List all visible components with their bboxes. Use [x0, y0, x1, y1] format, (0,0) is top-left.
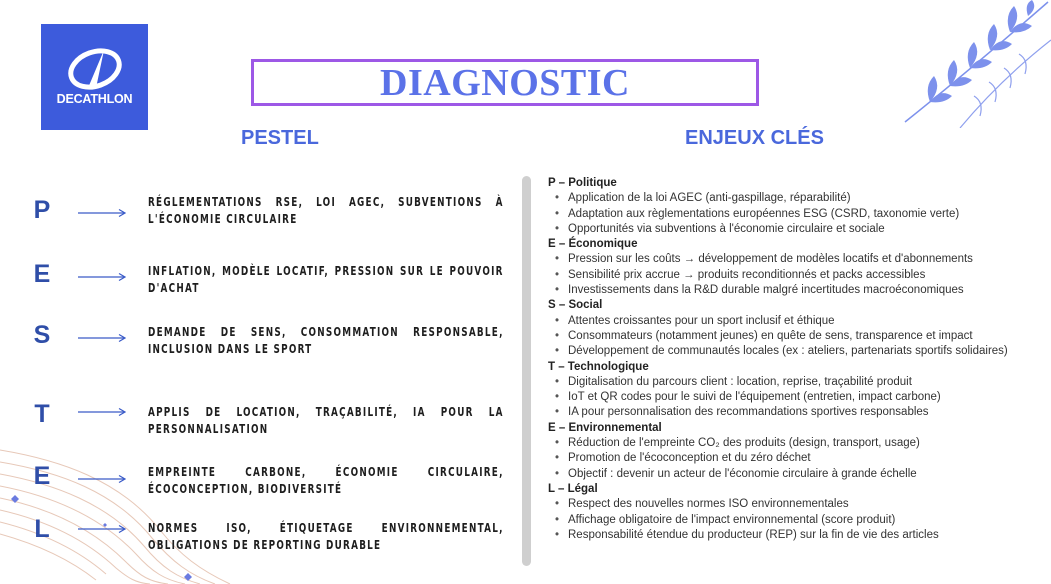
wave-lines-decoration — [0, 420, 260, 584]
list-item: • IoT et QR codes pour le suivi de l'équipement (entretien, impact carbone) — [568, 390, 1032, 405]
decathlon-swoosh-icon — [66, 48, 124, 90]
arrow-right-icon — [78, 474, 126, 484]
list-item: • Objectif : devenir un acteur de l'économie circulaire à grande échelle — [568, 467, 1032, 482]
pestel-text: APPLIS DE LOCATION, TRAÇABILITÉ, IA POUR LA PERSONNALISATION — [148, 404, 504, 436]
list-item: • Opportunités via subventions à l'économie circulaire et sociale — [568, 222, 1032, 237]
list-item: • Application de la loi AGEC (anti-gaspillage, réparabilité) — [568, 191, 1032, 206]
arrow-right-icon — [78, 272, 126, 282]
enjeux-category-title: E – Environnemental — [548, 421, 662, 434]
list-item: • Promotion de l'écoconception et du zéro déchet — [568, 451, 1032, 466]
pestel-letter: S — [33, 321, 51, 349]
list-item: • Digitalisation du parcours client : location, reprise, traçabilité produit — [568, 375, 1032, 390]
pestel-letter: E — [33, 260, 51, 288]
pestel-text: DEMANDE DE SENS, CONSOMMATION RESPONSABLE, INCLUSION DANS LE SPORT — [148, 324, 504, 356]
page-title: DIAGNOSTIC — [380, 61, 630, 104]
decathlon-logo — [41, 24, 148, 130]
list-item: • Développement de communautés locales (ex : ateliers, partenariats sportifs solidaires) — [568, 344, 1032, 359]
arrow-right-icon — [78, 524, 126, 534]
list-item: • Réduction de l'empreinte CO₂ des produits (design, transport, usage) — [568, 436, 1032, 451]
list-item: • Investissements dans la R&D durable malgré incertitudes macroéconomiques — [568, 283, 1032, 298]
pestel-text: INFLATION, MODÈLE LOCATIF, PRESSION SUR LE POUVOIR D'ACHAT — [148, 263, 504, 295]
pestel-text: EMPREINTE CARBONE, ÉCONOMIE CIRCULAIRE, ÉCOCONCEPTION, BIODIVERSITÉ — [148, 464, 504, 496]
enjeux-heading: ENJEUX CLÉS — [685, 127, 824, 149]
pestel-text: RÉGLEMENTATIONS RSE, LOI AGEC, SUBVENTIONS À L'ÉCONOMIE CIRCULAIRE — [148, 194, 504, 226]
list-item: • Adaptation aux règlementations européennes ESG (CSRD, taxonomie verte) — [568, 207, 1032, 222]
list-item: • Attentes croissantes pour un sport inclusif et éthique — [568, 314, 1032, 329]
pestel-letter: L — [34, 515, 50, 543]
logo-wordmark: DECATHLON — [56, 92, 133, 106]
list-item: • Pression sur les coûts → développement de modèles locatifs et d'abonnements — [568, 252, 1032, 267]
enjeux-category-title: S – Social — [548, 299, 603, 312]
enjeux-category-title: P – Politique — [548, 177, 617, 189]
pestel-letter: T — [34, 400, 50, 428]
list-item: • Respect des nouvelles normes ISO environnementales — [568, 497, 1032, 512]
leaf-decoration — [900, 0, 1051, 128]
arrow-right-icon — [78, 407, 126, 417]
enjeux-category-title: L – Légal — [548, 482, 598, 495]
enjeux-category-title: T – Technologique — [548, 360, 649, 373]
timeline-bar — [522, 176, 531, 566]
enjeux-category-title: E – Économique — [548, 238, 638, 251]
list-item: • Consommateurs (notamment jeunes) en quête de sens, transparence et impact — [568, 329, 1032, 344]
pestel-letter: P — [33, 196, 51, 224]
list-item: • IA pour personnalisation des recommandations sportives responsables — [568, 405, 1032, 420]
title-frame — [251, 59, 759, 106]
pestel-text: NORMES ISO, ÉTIQUETAGE ENVIRONNEMENTAL, OBLIGATIONS DE REPORTING DURABLE — [148, 520, 504, 552]
list-item: • Affichage obligatoire de l'impact environnemental (score produit) — [568, 513, 1032, 528]
pestel-letter: E — [33, 462, 51, 490]
list-item: • Responsabilité étendue du producteur (REP) sur la fin de vie des articles — [568, 528, 1032, 543]
pestel-heading: PESTEL — [241, 127, 319, 149]
arrow-right-icon — [78, 208, 126, 218]
enjeux-list — [548, 176, 1032, 543]
arrow-right-icon — [78, 333, 126, 343]
list-item: • Sensibilité prix accrue → produits reconditionnés et packs accessibles — [568, 268, 1032, 283]
